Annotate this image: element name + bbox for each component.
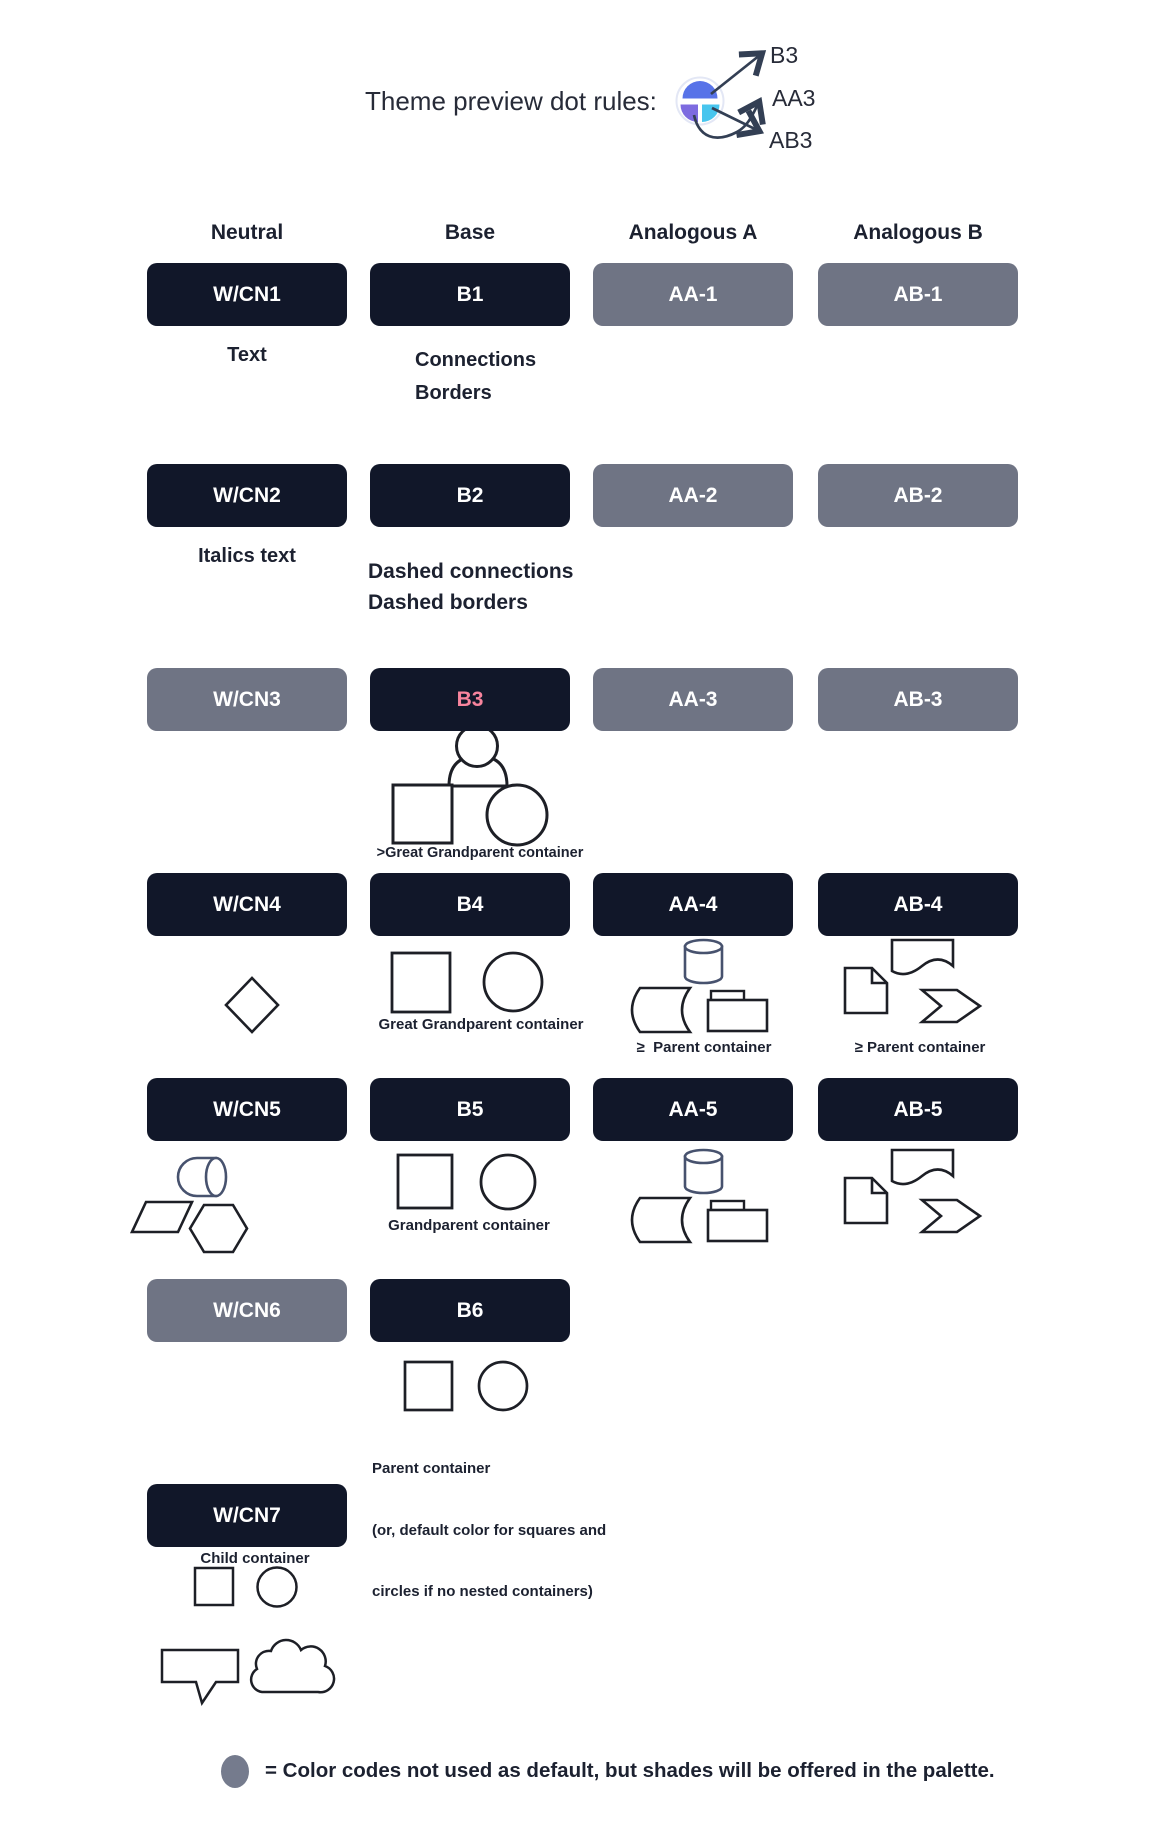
aa4-shapes xyxy=(632,940,767,1032)
dot-top-half-icon xyxy=(683,81,718,99)
swatch-label: B5 xyxy=(456,1097,484,1121)
circle-icon xyxy=(258,1568,297,1607)
arrow-to-ab3 xyxy=(712,108,757,130)
swatch-label: AB-1 xyxy=(893,282,943,306)
swatch-label: W/CN5 xyxy=(213,1097,281,1121)
arrow-to-b3 xyxy=(711,55,760,94)
square-icon xyxy=(393,785,452,843)
swatch-wcn5 xyxy=(147,1078,347,1141)
wcn7-shapes xyxy=(162,1568,334,1704)
square-icon xyxy=(195,1568,233,1605)
swatch-wcn7 xyxy=(147,1484,347,1547)
ab4-caption: ≥ Parent container xyxy=(854,1039,986,1056)
b1-note-line: Connections xyxy=(415,349,537,371)
swatch-ab5 xyxy=(818,1078,1018,1141)
ab4-shapes xyxy=(845,940,980,1022)
swatch-label: W/CN3 xyxy=(213,687,281,711)
square-icon xyxy=(392,953,450,1012)
horizontal-cylinder-icon xyxy=(178,1158,216,1196)
legend-text: = Color codes not used as default, but shades will be offered in the palette. xyxy=(265,1759,995,1782)
swatch-label: B2 xyxy=(456,483,484,507)
b6-caption xyxy=(372,1418,606,1644)
swatch-b1 xyxy=(370,263,570,326)
swatch-aa3 xyxy=(593,668,793,731)
swatch-ab2 xyxy=(818,464,1018,527)
swatch-wcn4 xyxy=(147,873,347,936)
b6-caption-line: (or, default color for squares and xyxy=(372,1521,607,1539)
dot-bottom-left-icon xyxy=(681,105,699,123)
swatch-label: W/CN2 xyxy=(213,483,281,507)
swatch-label: B1 xyxy=(456,282,484,306)
square-icon xyxy=(405,1362,452,1410)
swatch-label: AA-1 xyxy=(668,282,718,306)
dot-bottom-right-icon xyxy=(702,105,720,123)
swatch-label: AB-5 xyxy=(893,1097,943,1121)
horizontal-cylinder-cap-icon xyxy=(206,1158,226,1196)
person-head-icon xyxy=(457,726,498,767)
theme-preview-dot xyxy=(677,55,761,138)
swatch-label: AB-2 xyxy=(893,483,943,507)
swatch-label: W/CN1 xyxy=(213,282,281,306)
b2-note-line: Dashed borders xyxy=(368,591,528,614)
circle-icon xyxy=(479,1362,527,1410)
swatch-label: B4 xyxy=(456,892,484,916)
dot-rule-label-b3: B3 xyxy=(770,42,799,68)
b2-note xyxy=(368,556,573,618)
swatch-label: AA-4 xyxy=(668,892,718,916)
swatch-b5 xyxy=(370,1078,570,1141)
b4-shapes xyxy=(392,953,542,1012)
swatch-label: AA-5 xyxy=(668,1097,718,1121)
swatch-b4 xyxy=(370,873,570,936)
dot-rule-label-ab3: AB3 xyxy=(769,127,813,153)
swatch-aa5 xyxy=(593,1078,793,1141)
b6-shapes xyxy=(405,1362,527,1410)
cloud-icon xyxy=(251,1640,334,1692)
circle-icon xyxy=(487,785,547,845)
b3-caption: >Great Grandparent container xyxy=(376,845,584,861)
swatch-wcn6 xyxy=(147,1279,347,1342)
swatch-wcn2 xyxy=(147,464,347,527)
aa4-caption: ≥ Parent container xyxy=(636,1039,772,1056)
b5-caption: Grandparent container xyxy=(388,1217,550,1234)
swatch-label: AA-3 xyxy=(668,687,718,711)
circle-icon xyxy=(484,953,542,1011)
column-header-analogous-a: Analogous A xyxy=(628,221,758,244)
column-header-base: Base xyxy=(444,221,496,244)
dot-ring-icon xyxy=(677,78,724,125)
swatch-label: W/CN6 xyxy=(213,1298,281,1322)
ab5-shapes xyxy=(845,1150,980,1232)
swatch-ab1 xyxy=(818,263,1018,326)
arrow-to-aa3 xyxy=(694,104,758,138)
b1-note-line: Borders xyxy=(415,382,492,404)
diamond-icon xyxy=(226,978,278,1032)
square-icon xyxy=(398,1155,452,1208)
swatch-b2 xyxy=(370,464,570,527)
swatch-ab4 xyxy=(818,873,1018,936)
swatch-b6 xyxy=(370,1279,570,1342)
wcn1-note: Text xyxy=(227,344,267,366)
swatch-label: AB-4 xyxy=(893,892,943,916)
swatch-aa4 xyxy=(593,873,793,936)
wcn5-shapes xyxy=(132,1158,247,1252)
legend-dot-icon xyxy=(221,1755,249,1788)
b6-caption-line: Parent container xyxy=(372,1460,491,1477)
swatch-label: W/CN7 xyxy=(213,1503,281,1527)
speech-bubble-icon xyxy=(162,1650,238,1703)
swatch-label: AB-3 xyxy=(893,687,943,711)
wcn7-caption: Child container xyxy=(200,1550,310,1567)
swatch-aa2 xyxy=(593,464,793,527)
swatch-label: B3 xyxy=(456,687,484,711)
column-header-neutral: Neutral xyxy=(210,221,284,244)
swatch-b3 xyxy=(370,668,570,731)
swatch-label: W/CN4 xyxy=(213,892,281,916)
column-header-analogous-b: Analogous B xyxy=(853,221,983,244)
swatch-wcn3 xyxy=(147,668,347,731)
swatch-aa1 xyxy=(593,263,793,326)
wcn2-note: Italics text xyxy=(198,545,296,567)
b1-note xyxy=(415,344,536,410)
page-title: Theme preview dot rules: xyxy=(365,86,657,116)
swatch-ab3 xyxy=(818,668,1018,731)
circle-icon xyxy=(481,1155,535,1209)
parallelogram-icon xyxy=(132,1202,192,1232)
b5-shapes xyxy=(398,1155,535,1209)
person-body-icon xyxy=(449,756,507,786)
b2-note-line: Dashed connections xyxy=(368,560,574,583)
b6-caption-line: circles if no nested containers) xyxy=(372,1583,593,1600)
aa5-shapes xyxy=(632,1150,767,1242)
swatch-label: AA-2 xyxy=(668,483,718,507)
swatch-label: B6 xyxy=(456,1298,484,1322)
swatch-wcn1 xyxy=(147,263,347,326)
b4-caption: Great Grandparent container xyxy=(378,1016,584,1033)
b3-shapes xyxy=(393,726,547,846)
dot-rule-label-aa3: AA3 xyxy=(772,85,816,111)
hexagon-icon xyxy=(190,1205,247,1252)
